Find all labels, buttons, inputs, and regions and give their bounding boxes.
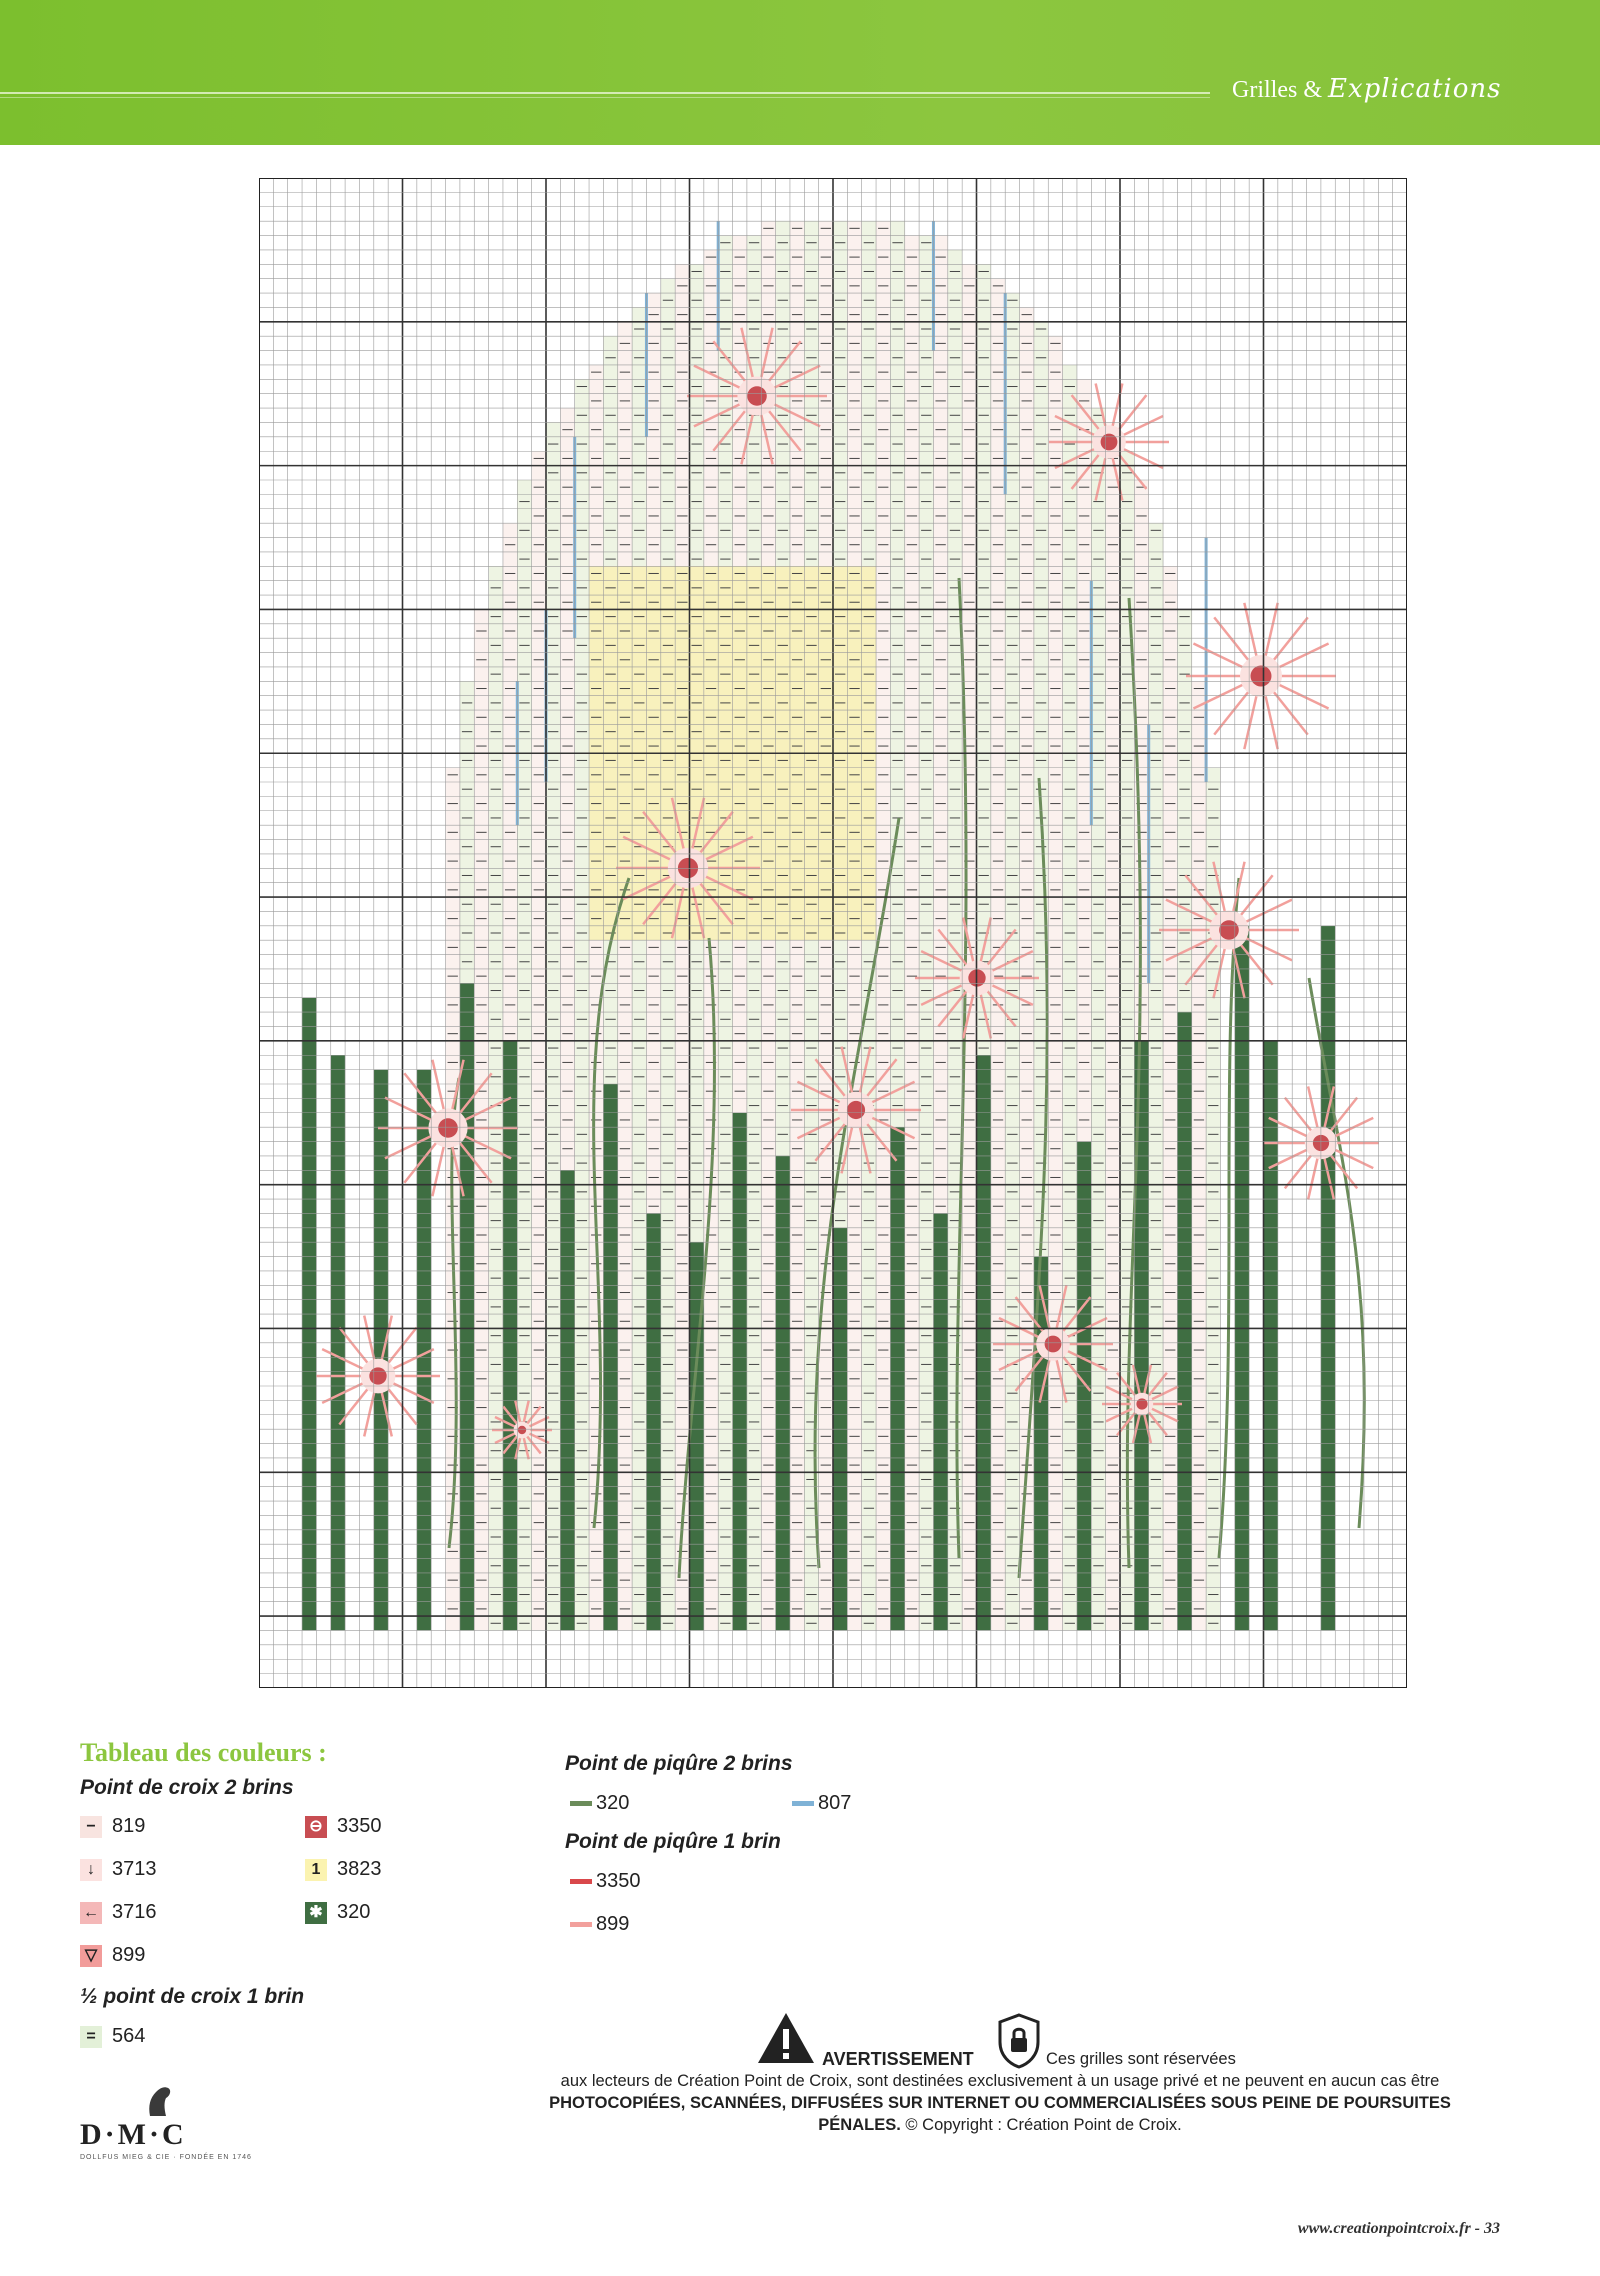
legend-item-bs-320 bbox=[570, 1792, 629, 1815]
legend-item-3350 bbox=[305, 1815, 382, 1838]
legend-item-899 bbox=[80, 1944, 145, 1967]
stitch-swatch: 1 bbox=[305, 1859, 327, 1881]
stitch-swatch: ✱ bbox=[305, 1902, 327, 1924]
backstitch-swatch bbox=[570, 1922, 592, 1927]
section-title bbox=[1232, 74, 1501, 104]
legend-item-564 bbox=[80, 2025, 145, 2048]
legend-item-bs-3350 bbox=[570, 1870, 641, 1893]
page-number: 33 bbox=[1484, 2220, 1500, 2237]
legend-item-320 bbox=[305, 1901, 370, 1924]
legend-item-bs-807 bbox=[792, 1792, 851, 1815]
half-stitch-title: ½ point de croix 1 brin bbox=[80, 1985, 305, 2008]
legend-item-3716 bbox=[80, 1901, 157, 1924]
legend-code: 819 bbox=[112, 1815, 146, 1837]
legend-code: 564 bbox=[112, 2025, 146, 2047]
legend-code: 3823 bbox=[337, 1858, 382, 1880]
header-banner bbox=[0, 0, 1600, 145]
warning-title: AVERTISSEMENT bbox=[822, 2049, 974, 2069]
legend-item-819 bbox=[80, 1815, 145, 1838]
footer-url: www.creationpointcroix.fr bbox=[1297, 2220, 1471, 2237]
legend-code: 899 bbox=[112, 1944, 146, 1966]
warning-line2: aux lecteurs de Création Point de Croix, sont destinées exclusivement à un usage privé et ne peuvent en aucun cas être bbox=[560, 2072, 1440, 2090]
legend-code: 3350 bbox=[337, 1815, 382, 1837]
page-footer: www.creationpointcroix.fr - 33 bbox=[1297, 2220, 1500, 2237]
banner-rule-thin bbox=[0, 97, 1210, 98]
cross-stitch-title: Point de croix 2 brins bbox=[80, 1776, 294, 1799]
legend-item-bs-899 bbox=[570, 1913, 629, 1936]
legend-title: Tableau des couleurs : bbox=[80, 1738, 327, 1767]
legend-code: 3713 bbox=[112, 1858, 157, 1880]
legend-code: 320 bbox=[337, 1901, 371, 1923]
legend-item-3823 bbox=[305, 1858, 382, 1881]
horse-head-icon bbox=[130, 2082, 240, 2118]
backstitch-swatch bbox=[570, 1879, 592, 1884]
backstitch1-title: Point de piqûre 1 brin bbox=[565, 1830, 781, 1853]
legend-code: 807 bbox=[818, 1792, 852, 1814]
backstitch-swatch bbox=[570, 1801, 592, 1806]
legend-code: 320 bbox=[596, 1792, 630, 1814]
dmc-logo bbox=[80, 2082, 252, 2161]
stitch-swatch: ↓ bbox=[80, 1859, 102, 1881]
stitch-swatch: − bbox=[80, 1816, 102, 1838]
warning-line4-bold: PÉNALES. bbox=[818, 2116, 901, 2134]
half-stitch-swatch: = bbox=[80, 2026, 102, 2048]
stitch-swatch: ← bbox=[80, 1902, 102, 1924]
stitch-swatch: ⊖ bbox=[305, 1816, 327, 1838]
legend-item-3713 bbox=[80, 1858, 157, 1881]
cross-stitch-chart bbox=[259, 178, 1407, 1688]
backstitch-swatch bbox=[792, 1801, 814, 1806]
warning-line3: PHOTOCOPIÉES, SCANNÉES, DIFFUSÉES SUR INTERNET OU COMMERCIALISÉES SOUS PEINE DE POURSUITES bbox=[549, 2094, 1451, 2112]
dmc-logo-text: D·M·C bbox=[80, 2118, 187, 2151]
warning-line1: Ces grilles sont réservées bbox=[1046, 2050, 1236, 2068]
backstitch2-title: Point de piqûre 2 brins bbox=[565, 1752, 793, 1775]
legend-code: 899 bbox=[596, 1913, 630, 1935]
warning-icon bbox=[755, 2010, 817, 2066]
warning-line4 bbox=[505, 2116, 1495, 2135]
chart-grid bbox=[259, 178, 1407, 1688]
dmc-logo-sub: DOLLFUS MIEG & CIE · FONDÉE EN 1746 bbox=[80, 2154, 252, 2161]
section-label-script: Explications bbox=[1328, 74, 1502, 104]
warning-line4-rest: © Copyright : Création Point de Croix. bbox=[905, 2116, 1182, 2134]
stitch-swatch: ▽ bbox=[80, 1945, 102, 1967]
flower bbox=[1186, 603, 1336, 749]
legend-code: 3716 bbox=[112, 1901, 157, 1923]
lock-icon bbox=[996, 2012, 1042, 2070]
legend-code: 3350 bbox=[596, 1870, 641, 1892]
section-label: Grilles & bbox=[1232, 77, 1322, 103]
banner-rule bbox=[0, 92, 1210, 94]
